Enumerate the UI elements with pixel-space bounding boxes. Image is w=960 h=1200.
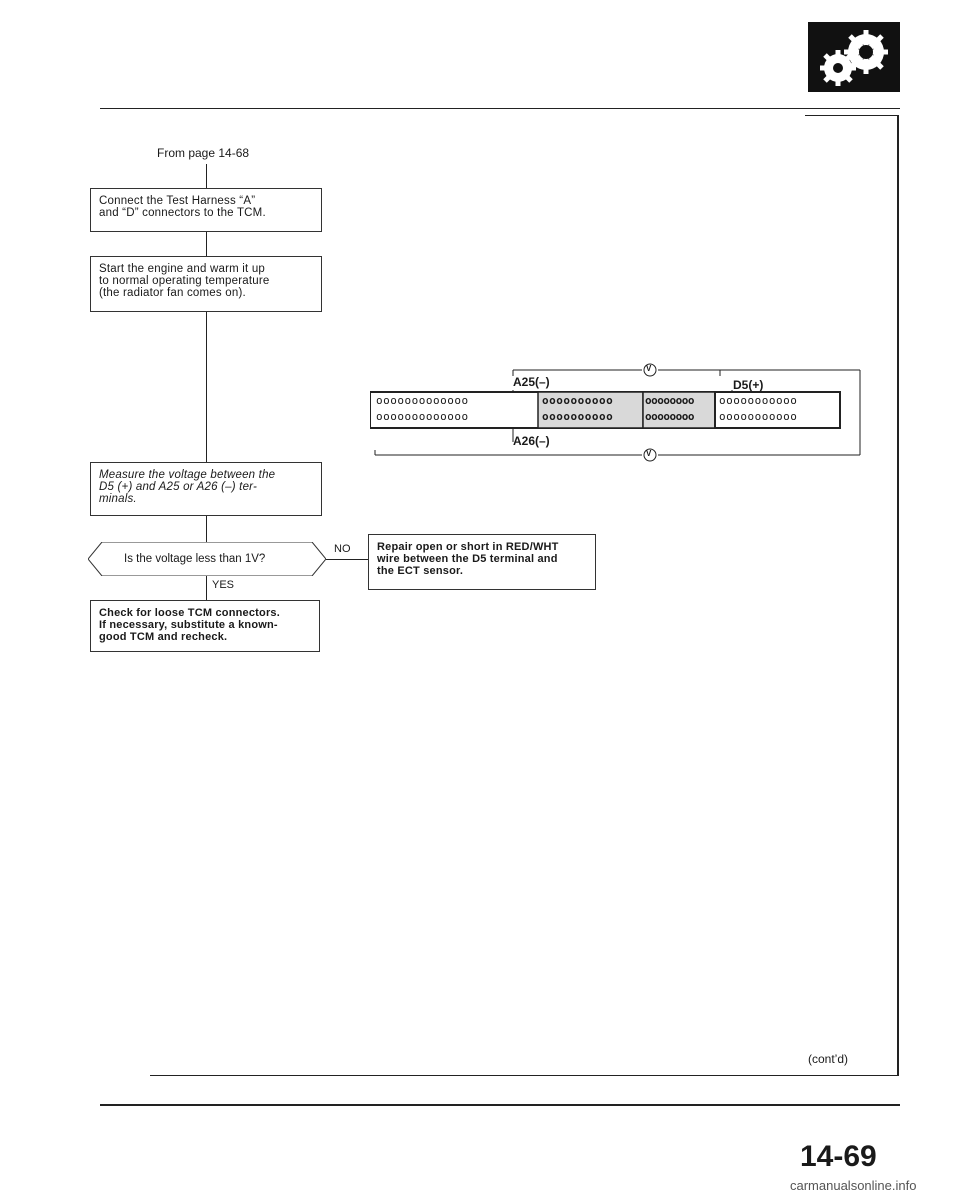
decision-text: Is the voltage less than 1V? [124, 553, 266, 565]
step1-line2: and “D” connectors to the TCM. [99, 207, 266, 219]
pin-row-seg2-bot: oooooooooo [542, 410, 614, 423]
pin-row-seg1-top: ooooooooooooo [376, 394, 469, 407]
from-page-label: From page 14-68 [157, 146, 250, 160]
step2-line2: to normal operating temperature [99, 275, 270, 287]
continued-label: (cont’d) [808, 1052, 849, 1066]
page-number: 14-69 [800, 1140, 877, 1173]
check-line1: Check for loose TCM connectors. [99, 607, 281, 619]
pin-row-seg4-bot: ooooooooooo [719, 410, 798, 423]
repair-wire-box [368, 534, 596, 590]
voltmeter-bottom-symbol: V [646, 449, 652, 458]
connector-line [206, 516, 207, 542]
a25-terminal-label: A25(–) [513, 375, 550, 389]
connect-harness-step [90, 188, 322, 232]
step2-line3: (the radiator fan comes on). [99, 287, 246, 299]
repair-line1: Repair open or short in RED/WHT [377, 541, 559, 553]
connector-line [206, 312, 207, 462]
step3-line2: D5 (+) and A25 or A26 (–) ter- [99, 481, 258, 493]
measure-voltage-step [90, 462, 322, 516]
yes-branch-line [206, 576, 207, 600]
top-rule-right [805, 115, 897, 116]
connector-line [206, 164, 207, 188]
bottom-frame [150, 1075, 899, 1076]
check-connectors-box [90, 600, 320, 652]
voltmeter-top-symbol: V [646, 364, 652, 373]
yes-label: YES [212, 579, 235, 591]
step3-line3: minals. [99, 493, 137, 505]
step3-line1: Measure the voltage between the [99, 469, 276, 481]
d5-terminal-label: D5(+) [733, 378, 764, 392]
step2-line1: Start the engine and warm it up [99, 263, 266, 275]
pin-row-seg2-top: oooooooooo [542, 394, 614, 407]
no-branch-line [326, 559, 368, 560]
check-line2: If necessary, substitute a known- [99, 619, 278, 631]
step1-line1: Connect the Test Harness “A” [99, 195, 256, 207]
right-frame [897, 115, 899, 1075]
pin-row-seg1-bot: ooooooooooooo [376, 410, 469, 423]
warm-engine-step [90, 256, 322, 312]
pin-row-seg3-top: oooooooo [645, 394, 694, 407]
a26-terminal-label: A26(–) [513, 434, 550, 448]
pin-row-seg4-top: ooooooooooo [719, 394, 798, 407]
connector-line [206, 232, 207, 256]
watermark-text: carmanualsonline.info [790, 1178, 917, 1193]
bottom-rule [100, 1104, 900, 1106]
top-rule [100, 108, 900, 109]
repair-line2: wire between the D5 terminal and [377, 553, 558, 565]
transmission-gears-icon [808, 22, 900, 92]
check-line3: good TCM and recheck. [99, 631, 228, 643]
no-label: NO [334, 543, 351, 555]
repair-line3: the ECT sensor. [377, 565, 464, 577]
pin-row-seg3-bot: oooooooo [645, 410, 694, 423]
